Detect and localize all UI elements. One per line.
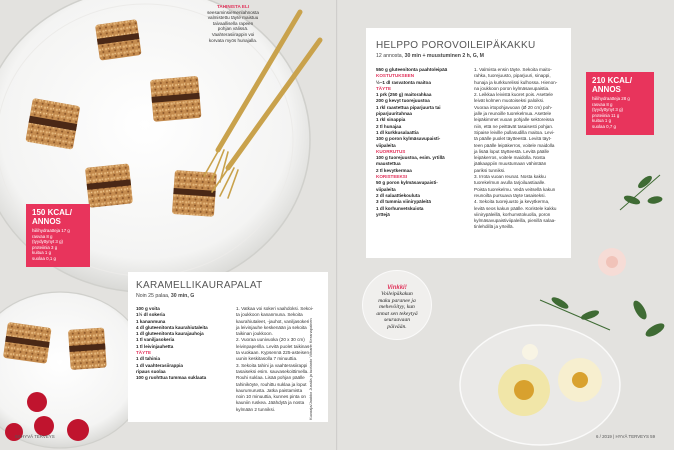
ingredient-line: 2 dl salaattiekouluta [376,192,420,198]
caption-line: valmistettu täyte maistuu [207,15,259,21]
ingredient-line: yrttejä [376,211,390,217]
method-line: hunaja ja kurkkurelissi kulhossa. Hienon- [474,79,558,85]
method-line: Rouhi suklaa. Lisää pohjan päälle [236,375,305,381]
nutrition-line: kuitua 1 g [592,118,612,124]
caption-line: seesaminsiemenlahnosta [207,9,259,15]
recipe-meta: 12 annosta, 30 min + muustuminen 2 h, G, M [376,53,484,59]
method-line: reunoilta pursuava täyte tasaiseksi. [474,192,546,198]
photo-caption: TAHINISTA ELI seesaminsiemenlahnosta valmistettu täyte maistuu taivaallisella rapeen pohjan välissä. Vaahterasiirappin voi korvata myös hunajalla. [196,4,270,43]
nutrition-line: suolaa 0,1 g [32,255,56,261]
nutrition-line: proteiinia 11 g [592,112,620,118]
ingredient-line: 1 dl kurkkusalaattia [376,129,419,135]
tip-line: Voileipäkakun [381,291,413,297]
ingredient-line: 1 rkl raastettua piparjuurta tai [376,104,441,110]
tip-line: mehevöityy, kun [379,304,415,311]
nutrition-line: (tyydyttynyt 3 g) [32,239,63,245]
ingredient-line: maustettua [376,161,401,167]
nutrition-line: suolaa 0,7 g [592,123,616,129]
method-line: kaurahiutaleet, -jauhot, vaniljasokeri [236,318,310,324]
ingredient-line: 1 dl tahinia [136,356,160,362]
method-line: tasaiseksi esim. sauvasekoittimella. [236,368,309,374]
ingredient-line: 1 tl leivinjauhetta [136,343,174,349]
ingredient-line: 3 dl tummia viinirypäleitä [376,199,431,205]
nutrition-line: (tyydyttynyt 3 g) [592,107,623,113]
ingredient-line: piparjuuritahnaa [376,111,412,117]
nutrition-line: kuitua 1 g [32,250,52,256]
tip-line: maku paranee ja [378,297,416,304]
ingredient-section-heading: TÄYTE [136,350,152,356]
ingredient-line: 100 g tuorejuustoa, esim. yrtillä [376,155,445,161]
nutrition-badge-right: 210 KCAL/ ANNOS hiilihydraatteja 28 g rasvaa 8 g (tyydyttynyt 3 g) proteiinia 11 g kuitua 1 g suolaa 0,7 g [586,72,654,135]
method-line: levitä seos kakun päälle. Koristele kakku [474,205,557,211]
ingredient-line: viipaleita [376,186,396,192]
ingredient-line: 1 prk (250 g) maitorahkaa [376,92,432,98]
recipe-title: KARAMELLIKAURAPALAT [136,280,263,291]
method-line: Vuoraa irtopohjavuoan (Ø 20 cm) poh- [474,104,553,110]
photo-credit: Kuvaaja/Jaakko Jussila ja tuotanto Viihane Keranapainen [308,318,313,420]
ingredient-list [136,306,234,382]
method-line: uunin keskitasolla 7 minuuttia. [236,356,298,362]
method-line: ta joukkoon kananmuna. Sekoita [236,312,303,318]
page-gutter [336,0,338,450]
method-line: kylmään 2 tunniksi. [236,406,276,412]
recipe-meta: Noin 25 palaa, 30 min, G [136,293,195,299]
ingredient-list [376,67,474,218]
method-line: 1. Vatkaa voi sokeri vaahdoksi. Sekoi- [236,306,314,311]
nutrition-line: proteiinia 3 g [32,244,58,250]
method-text [474,67,570,231]
page-footer-right: 6 / 2019 | HYVÄ TERVEYS 59 [596,434,656,439]
method-line: na joukkoon poron kylmäsavupaistia. [474,85,550,91]
method-line: 2. Leikkaa leivistä kuoret pois. Asettele [474,92,553,98]
recipe-panel-right [366,28,571,258]
caption-line: taivaallisella rapeen [212,20,254,26]
ingredient-line: 2 tl kevytkermaa [376,167,412,173]
method-line: noin 10 minuuttia, kunnes pinta on [236,394,306,400]
method-line: kaurumurusta. Jatka paistamista [236,387,303,393]
method-line: leipäkimmet vuoan pohjalle sektoreissa [474,117,554,123]
ingredient-line: 50 g poron kylmäsavupaisti- [376,180,438,186]
ingredient-line: 1 dl korhunvetskuiota [376,205,424,211]
ingredient-line: 200 g kevyt tuorejuustoa [376,98,430,104]
ingredient-line: 1 kananmuna [136,318,166,324]
caption-line: korvata myös hunajalla. [208,37,258,43]
method-line: Poista tuorekelmu. Vedä veitsellä kakun [474,186,556,192]
caption-line: pohjan välissä. [217,26,249,32]
method-line: jalle ja reunoille tuorekelmua. Asettele [474,111,552,117]
ingredient-line: 100 g poron kylmäsavupaisti- [376,136,441,142]
tip-line: päivään. [387,323,407,330]
ingredient-line: ripaus suolaa [136,368,166,374]
ingredient-line: 1 rkl sinappia [376,117,406,123]
ingredient-line: viipaleita [376,142,396,148]
nutrition-badge-left: 150 KCAL/ ANNOS hiilihydraatteja 17 g rasvaa 8 g (tyydyttynyt 3 g) proteiinia 3 g kuitua 1 g suolaa 0,1 g [26,204,90,267]
ingredient-line: ½–1 dl rasvatonta maitoa [376,79,431,85]
ingredient-line: 100 g ruohttua tummaa suklaata [136,375,207,381]
method-line: leivinpaperilla. Levitä puolet taikinas- [236,343,311,349]
recipe-title: HELPPO POROVOILEIPÄKAKKU [376,40,536,51]
ingredient-line: 1 dl vaahterasiirappia [136,362,183,368]
method-line: tä päälle puolet täytteestä. Levitä täyt- [474,136,552,142]
method-line: taikinan joukkoon. [236,331,273,337]
ingredient-section-heading: KOSTUTUKSEEN [376,73,415,79]
tip-text [363,291,431,331]
method-line: leipäkerros, voitele maidolla. Nosta [474,155,546,161]
method-line: 2. Vuoraa uunivuoka (20 x 30 cm) [236,337,305,343]
method-line: leivät kolmen muotoiseksi paloiksi. [474,98,545,104]
method-line: 1. Valmista ensin täyte. Sekoita maito- [474,67,552,72]
ingredient-section-heading: KORISTEEKSI [376,174,408,180]
method-line: 3. Irrota vuoan reunat. Nosta kakku [474,174,546,180]
method-line: niin, että ne peittävät tasaisesti pohjan. [474,123,554,129]
method-line: ta vuokaan. Kypsennä 225-asteisen [236,350,310,356]
method-line: kauniin ruskea. Jäähdytä ja nosta [236,400,305,406]
nutrition-line: hiilihydraatteja 17 g [32,228,70,233]
method-line: teen päälle leipäkerros, voitele maidolla [474,142,555,148]
ingredient-line: 2 tl hunajaa [376,123,402,129]
tip-bubble [362,270,432,340]
ingredient-line: 1½ dl sokeria [136,312,166,318]
page-footer-left: 58 HYVÄ TERVEYS [15,434,55,439]
ingredient-line: 1 tl vaniljasokeria [136,337,175,343]
method-line: ja leivinjauhe keskenään ja sekoita [236,324,307,330]
method-line: 3. Sekoita tahini ja vaahterasiirappi [236,362,308,368]
method-line: jääkaappiin muustumaan vähintään [474,161,547,167]
method-line: Sipaise leiville pullasudilla maitoa. Levi- [474,129,555,135]
method-line: rahka, tuorejuusto, piparjuuri, sinappi, [474,73,551,79]
ingredient-line: 100 g voita [136,306,160,311]
method-line: 4. Sekoita tuorejuusto ja kevytkerma, [474,199,550,205]
caption-line: Vaahterasiirappin voi [211,31,255,37]
method-line: tahiniköyte, rouhittu suklaa ja loput [236,381,307,387]
nutrition-line: rasvaa 8 g [592,101,613,107]
method-line: kylmäsavupaistiviipaleilla, pienillä salaa- [474,218,556,224]
ingredient-line: 550 g gluteenitonta paahtoleipää [376,67,448,72]
tip-heading: Vinkki! [387,285,407,291]
method-line: ja lisää loput täytteestä. Levitä päälle [474,148,550,154]
method-line: tinlehdillä ja yrteillä. [474,224,514,230]
tip-line: seuraavaan [383,317,411,324]
method-line: tuorekelmun avulla tarjoiluastiaalle. [474,180,546,186]
ingredient-line: 4 dl gluteenitonta kaurahiutaleita [136,324,208,330]
method-line: pariksi tunniksi. [474,167,506,173]
recipe-panel-left [128,272,328,422]
tip-line: annat sen tekeytyä [376,310,418,317]
ingredient-section-heading: KUORRUTUS [376,148,406,154]
nutrition-line: rasvaa 8 g [32,233,53,239]
ingredient-section-heading: TÄYTE [376,85,392,91]
method-line: viinirypäleillä, korhumstokuolla, poron [474,211,551,217]
nutrition-line: hiilihydraatteja 28 g [592,96,630,101]
ingredient-line: 1 dl gluteenitonta kaurajauhoja [136,331,204,337]
